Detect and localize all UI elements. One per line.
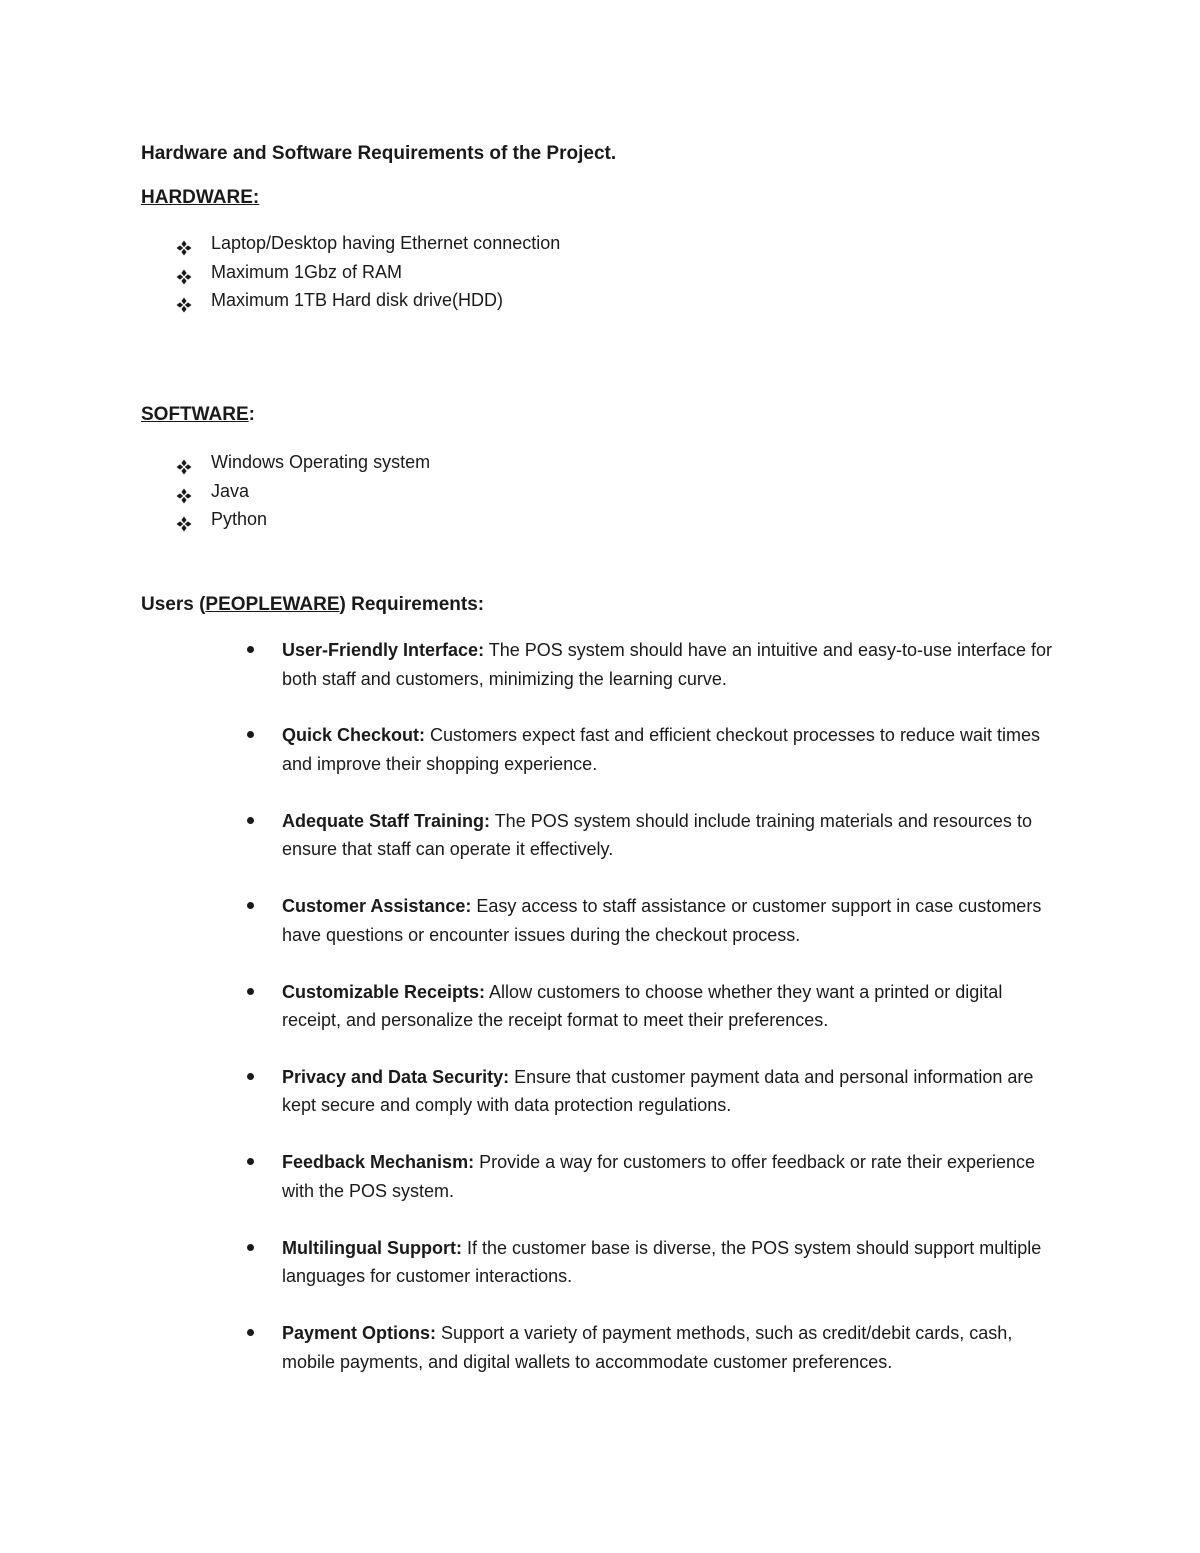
hardware-heading-colon: : <box>252 187 260 208</box>
bullet-dot-icon <box>247 817 254 824</box>
requirement-text: Customers expect fast and efficient checkout processes to reduce wait times and improve their shopping experience. <box>282 725 1040 774</box>
users-requirements-list <box>245 636 1065 1405</box>
bullet-dot-icon <box>247 1244 254 1251</box>
requirement-term: Privacy and Data Security: <box>282 1066 510 1087</box>
list-item <box>245 636 1065 721</box>
hardware-heading-label: HARDWARE <box>141 187 253 208</box>
bullet-dot-icon <box>247 988 254 995</box>
bullet-dot-icon <box>247 902 254 909</box>
users-heading-suffix: ) Requirements: <box>339 594 485 615</box>
software-heading <box>141 404 255 426</box>
list-item-text: Windows Operating system <box>211 452 431 472</box>
users-heading-prefix: Users ( <box>141 594 206 615</box>
bullet-dot-icon <box>247 1158 254 1165</box>
diamond-bullet-icon <box>176 512 192 528</box>
requirement-term: Feedback Mechanism: <box>282 1152 475 1173</box>
list-item-text: Laptop/Desktop having Ethernet connection <box>211 233 561 253</box>
requirement-term: Adequate Staff Training: <box>282 810 491 831</box>
requirement-term: Quick Checkout: <box>282 725 426 746</box>
list-item <box>176 448 430 477</box>
requirement-text: If the customer base is diverse, the POS system should support multiple languages for customer interactions. <box>282 1237 1042 1287</box>
list-item <box>176 229 560 258</box>
list-item <box>245 1234 1065 1319</box>
diamond-bullet-icon <box>176 293 192 309</box>
diamond-bullet-icon <box>176 236 192 252</box>
users-heading <box>141 594 484 616</box>
document-title: Hardware and Software Requirements of the Project. <box>141 143 617 164</box>
diamond-bullet-icon <box>176 265 192 281</box>
software-list <box>176 448 430 534</box>
diamond-bullet-icon <box>176 484 192 500</box>
list-item <box>176 286 560 315</box>
bullet-dot-icon <box>247 1329 254 1336</box>
diamond-bullet-icon <box>176 455 192 471</box>
list-item <box>176 258 560 287</box>
bullet-dot-icon <box>247 731 254 738</box>
hardware-heading <box>141 187 259 209</box>
list-item-text: Python <box>211 509 268 529</box>
software-heading-label: SOFTWARE <box>141 404 249 425</box>
hardware-list <box>176 229 560 315</box>
requirement-term: Payment Options: <box>282 1323 437 1344</box>
bullet-dot-icon <box>247 646 254 653</box>
list-item <box>176 505 430 534</box>
requirement-term: Customer Assistance: <box>282 896 472 917</box>
requirement-term: User-Friendly Interface: <box>282 640 485 660</box>
requirement-text: The POS system should have an intuitive and easy-to-use interface for both staff and customers, minimizing the learning curve. <box>282 640 1053 689</box>
list-item <box>245 978 1065 1063</box>
requirement-text: Ensure that customer payment data and personal information are kept secure and comply with data protection regulations. <box>282 1066 1034 1116</box>
list-item <box>245 721 1065 806</box>
software-heading-colon: : <box>248 404 255 425</box>
list-item <box>245 892 1065 977</box>
requirement-text: Provide a way for customers to offer feedback or rate their experience with the POS system. <box>282 1152 1036 1201</box>
requirement-term: Multilingual Support: <box>282 1237 462 1258</box>
list-item <box>245 1148 1065 1233</box>
bullet-dot-icon <box>247 1073 254 1080</box>
users-heading-peopleware: PEOPLEWARE <box>205 594 340 615</box>
list-item <box>245 1063 1065 1148</box>
list-item-text: Maximum 1TB Hard disk drive(HDD) <box>211 290 504 310</box>
list-item <box>245 807 1065 892</box>
requirement-text: Easy access to staff assistance or customer support in case customers have questions or encounter issues during the checkout process. <box>282 896 1042 945</box>
list-item <box>245 1319 1065 1404</box>
requirement-text: Support a variety of payment methods, such as credit/debit cards, cash, mobile payments, and digital wallets to accommodate customer preferences. <box>282 1323 1013 1372</box>
list-item <box>176 477 430 506</box>
requirement-term: Customizable Receipts: <box>282 981 486 1002</box>
requirement-text: The POS system should include training materials and resources to ensure that staff can operate it effectively. <box>282 810 1032 860</box>
list-item-text: Maximum 1Gbz of RAM <box>211 261 403 282</box>
requirement-text: Allow customers to choose whether they want a printed or digital receipt, and personalize the receipt format to meet their preferences. <box>282 981 1003 1031</box>
list-item-text: Java <box>211 480 250 501</box>
